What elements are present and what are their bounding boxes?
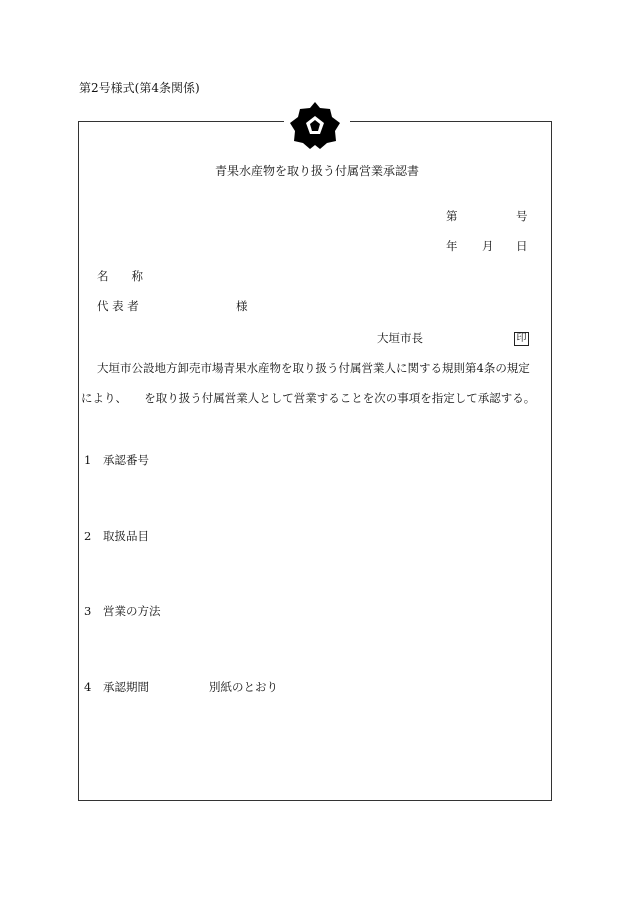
document-title: 青果水産物を取り扱う付属営業承認書: [215, 164, 420, 178]
item-4-value: 別紙のとおり: [209, 680, 278, 694]
honorific-sama: 様: [236, 299, 248, 313]
body-line-2: により、 を取り扱う付属営業人として営業することを次の事項を指定して承認する。: [81, 391, 536, 405]
issuer-name: 大垣市長: [377, 331, 423, 345]
item-1-label: 承認番号: [103, 453, 149, 467]
representative-label: 代 表 者: [97, 299, 139, 313]
date-day: 日: [516, 239, 528, 253]
document-frame: [78, 121, 552, 801]
item-4-label: 承認期間: [103, 680, 149, 694]
item-2-num: 2: [84, 529, 92, 543]
item-3-label: 営業の方法: [103, 604, 161, 618]
seal-mark: 印: [514, 332, 529, 346]
item-2-label: 取扱品目: [103, 529, 149, 543]
body-line-1: 大垣市公設地方卸売市場青果水産物を取り扱う付属営業人に関する規則第4条の規定: [97, 361, 530, 375]
item-4-num: 4: [84, 680, 92, 694]
form-label: 第2号様式(第4条関係): [79, 81, 200, 95]
city-emblem-icon: [289, 101, 341, 149]
number-dai: 第: [446, 209, 458, 223]
item-3-num: 3: [84, 604, 92, 618]
date-month: 月: [482, 239, 494, 253]
date-year: 年: [446, 239, 458, 253]
item-1-num: 1: [84, 453, 92, 467]
number-go: 号: [516, 209, 528, 223]
name-label: 名 称: [97, 269, 143, 283]
